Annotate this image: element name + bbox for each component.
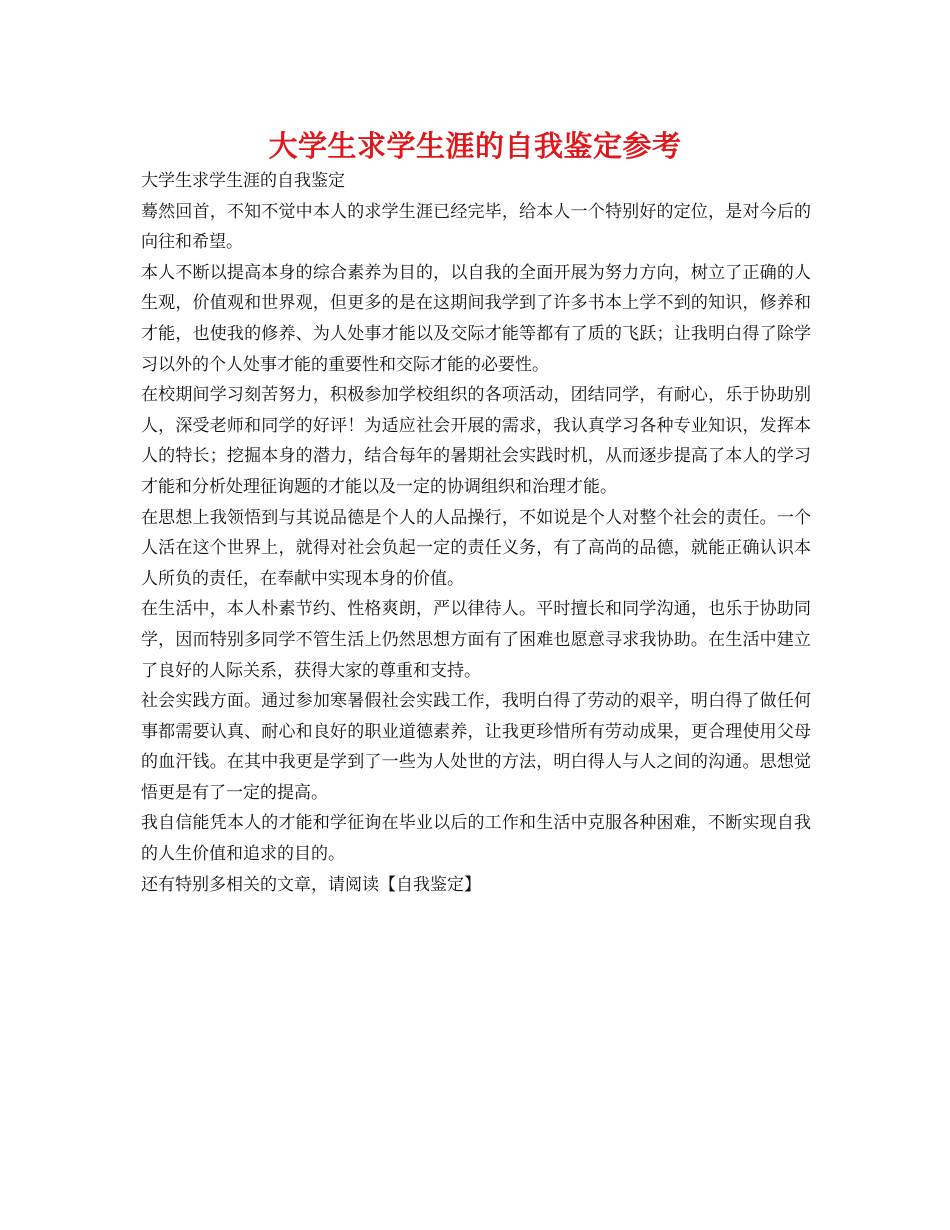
- paragraph-related-articles: 还有特别多相关的文章，请阅读【自我鉴定】: [141, 874, 481, 895]
- document-title: 大学生求学生涯的自我鉴定参考: [268, 129, 682, 163]
- paragraph-life: 在生活中，本人朴素节约、性格爽朗，严以律待人。平时擅长和同学沟通，也乐于协助同学，因而特别多同学不管生活上仍然思想方面有了困难也愿意寻求我协助。在生活中建立了良好的人际关系，获得大家的尊重和支持。: [141, 599, 811, 681]
- paragraph-confidence: 我自信能凭本人的才能和学征询在毕业以后的工作和生活中克服各种困难，不断实现自我的人生价值和追求的目的。: [141, 813, 811, 865]
- paragraph-study: 在校期间学习刻苦努力，积极参加学校组织的各项活动，团结同学，有耐心，乐于协助别人，深受老师和同学的好评！为适应社会开展的需求，我认真学习各种专业知识，发挥本人的特长；挖掘本身的潜力，结合每年的暑期社会实践时机，从而逐步提高了本人的学习才能和分析处理征询题的才能以及一定的协调组织和治理才能。: [141, 385, 811, 497]
- paragraph-thought: 在思想上我领悟到与其说品德是个人的人品操行，不如说是个人对整个社会的责任。一个人活在这个世界上，就得对社会负起一定的责任义务，有了高尚的品德，就能正确认识本人所负的责任，在奉献中实现本身的价值。: [141, 507, 811, 589]
- paragraph-intro: 蓦然回首，不知不觉中本人的求学生涯已经完毕，给本人一个特别好的定位，是对今后的向往和希望。: [141, 201, 811, 253]
- document-body: [141, 166, 811, 900]
- paragraph-social-practice: 社会实践方面。通过参加寒暑假社会实践工作，我明白得了劳动的艰辛，明白得了做任何事都需要认真、耐心和良好的职业道德素养，让我更珍惜所有劳动成果，更合理使用父母的血汗钱。在其中我更是学到了一些为人处世的方法，明白得人与人之间的沟通。思想觉悟更是有了一定的提高。: [141, 691, 811, 803]
- paragraph-subtitle: 大学生求学生涯的自我鉴定: [141, 171, 345, 191]
- paragraph-self-improvement: 本人不断以提高本身的综合素养为目的，以自我的全面开展为努力方向，树立了正确的人生观，价值观和世界观，但更多的是在这期间我学到了许多书本上学不到的知识，修养和才能，也使我的修养、为人处事才能以及交际才能等都有了质的飞跃；让我明白得了除学习以外的个人处事才能的重要性和交际才能的必要性。: [141, 262, 811, 375]
